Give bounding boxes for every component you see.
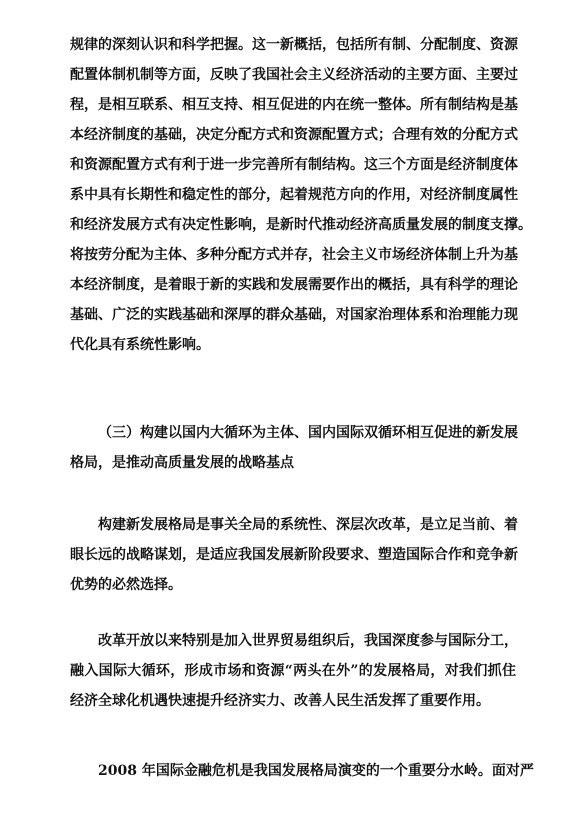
text-line: 改革开放以来特别是加入世界贸易组织后，我国深度参与国际分工，: [98, 633, 518, 649]
text-line: 本经济制度的基础，决定分配方式和资源配置方式；合理有效的分配方式: [70, 127, 518, 143]
paragraph-financial-crisis: [70, 756, 534, 786]
section-heading-3: [70, 418, 516, 478]
text-line: 融入国际大循环，形成市场和资源“两头在外”的发展格局，对我们抓住: [70, 663, 516, 679]
text-line: 经济全球化机遇快速提升经济实力、改善人民生活发挥了重要作用。: [70, 693, 490, 709]
text-line: 规律的深刻认识和科学把握。这一新概括，包括所有制、分配制度、资源: [70, 37, 518, 53]
paragraph-new-development-pattern: [70, 510, 516, 600]
text-line: 和资源配置方式有利于进一步完善所有制结构。这三个方面是经济制度体: [70, 157, 518, 173]
text-line: 2008 年国际金融危机是我国发展格局演变的一个重要分水岭。面对严: [98, 763, 534, 779]
text-line: 配置体制机制等方面，反映了我国社会主义经济活动的主要方面、主要过: [70, 67, 518, 83]
text-line: 本经济制度，是着眼于新的实践和发展需要作出的概括，具有科学的理论: [70, 277, 518, 293]
text-line: 基础、广泛的实践基础和深厚的群众基础，对国家治理体系和治理能力现: [70, 307, 518, 323]
heading-line: （三）构建以国内大循环为主体、国内国际双循环相互促进的新发展: [98, 425, 518, 441]
text-line: 将按劳分配为主体、多种分配方式并存，社会主义市场经济体制上升为基: [70, 247, 518, 263]
text-line: 系中具有长期性和稳定性的部分，起着规范方向的作用，对经济制度属性: [70, 187, 518, 203]
text-line: 和经济发展方式有决定性影响，是新时代推动经济高质量发展的制度支撑。: [70, 217, 532, 233]
text-line: 眼长远的战略谋划，是适应我国发展新阶段要求、塑造国际合作和竞争新: [70, 547, 518, 563]
paragraph-basic-economic-system: [70, 30, 532, 360]
text-line: 程，是相互联系、相互支持、相互促进的内在统一整体。所有制结构是基: [70, 97, 518, 113]
text-line: 优势的必然选择。: [70, 577, 182, 593]
text-line: 构建新发展格局是事关全局的系统性、深层次改革，是立足当前、着: [98, 517, 518, 533]
heading-line: 格局，是推动高质量发展的战略基点: [70, 455, 294, 471]
paragraph-reform-opening: [70, 626, 516, 716]
text-line: 代化具有系统性影响。: [70, 337, 210, 353]
